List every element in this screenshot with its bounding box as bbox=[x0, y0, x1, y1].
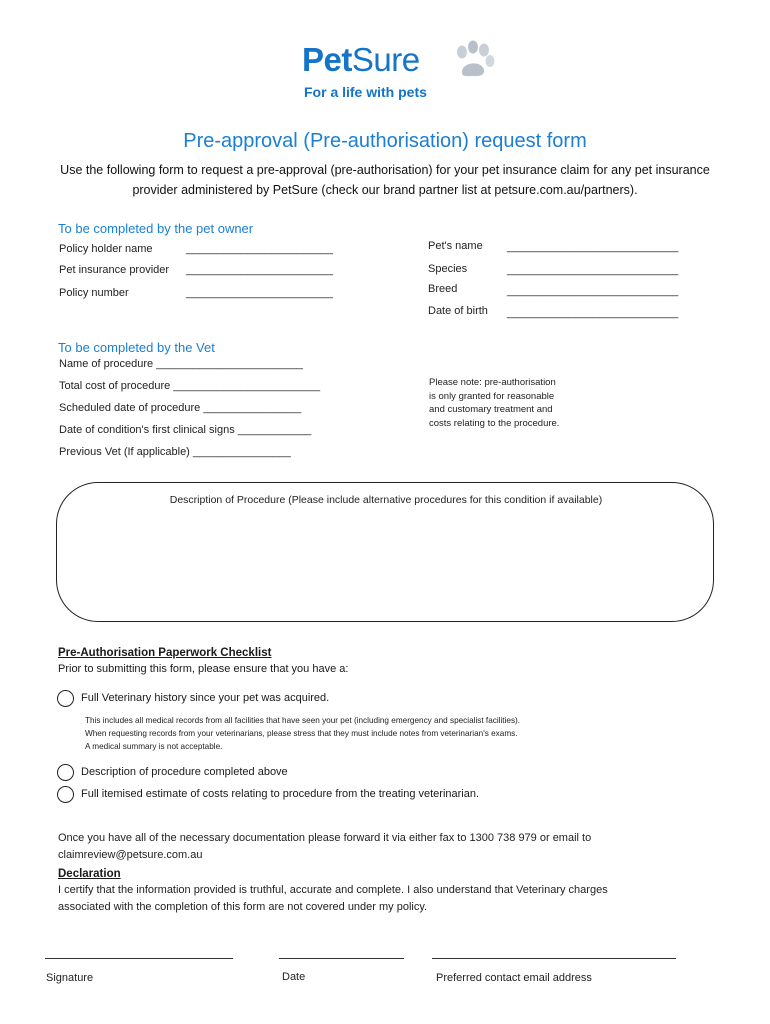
procedure-date-field[interactable]: Scheduled date of procedure ________________ bbox=[59, 402, 302, 414]
declaration-line: I certify that the information provided is truthful, accurate and complete. I also understand that Veterinary charges bbox=[58, 884, 608, 896]
note-line: Please note: pre-authorisation bbox=[429, 377, 556, 388]
history-note-line: This includes all medical records from all facilities that have seen your pet (including emergency and specialist facilities). bbox=[85, 716, 521, 725]
procedure-description-label: Description of Procedure (Please include alternative procedures for this condition if available) bbox=[169, 494, 603, 506]
estimate-checkbox[interactable] bbox=[57, 786, 74, 803]
logo-tagline: For a life with pets bbox=[304, 84, 427, 100]
breed-field[interactable]: ____________________________ bbox=[507, 285, 679, 297]
history-checkbox[interactable] bbox=[57, 690, 74, 707]
previous-vet-field[interactable]: Previous Vet (If applicable) ________________ bbox=[59, 446, 291, 458]
signature-label: Signature bbox=[46, 972, 94, 984]
breed-label: Breed bbox=[428, 283, 458, 295]
declaration-text bbox=[58, 882, 608, 915]
history-note-line: When requesting records from your veterinarians, please stress that they must include notes from veterinarian's exams. bbox=[85, 729, 518, 738]
email-line[interactable] bbox=[432, 958, 676, 959]
species-label: Species bbox=[428, 263, 468, 275]
declaration-heading: Declaration bbox=[58, 868, 121, 880]
petsure-logo bbox=[302, 40, 502, 104]
forward-email: claimreview@petsure.com.au bbox=[58, 848, 203, 861]
policy-holder-label: Policy holder name bbox=[59, 243, 153, 255]
pre-authorisation-note bbox=[429, 376, 559, 430]
dob-label: Date of birth bbox=[428, 305, 488, 317]
declaration-line: associated with the completion of this form are not covered under my policy. bbox=[58, 900, 428, 913]
checklist-subheading: Prior to submitting this form, please ensure that you have a: bbox=[58, 663, 349, 675]
history-checkbox-label: Full Veterinary history since your pet was acquired. bbox=[81, 692, 330, 704]
procedure-description-box[interactable] bbox=[56, 482, 714, 622]
dob-field[interactable]: ____________________________ bbox=[507, 307, 679, 319]
pet-name-label: Pet's name bbox=[428, 240, 483, 252]
policy-number-label: Policy number bbox=[59, 287, 129, 299]
forward-line: Once you have all of the necessary documentation please forward it via either fax to 1300 738 979 or email to bbox=[58, 832, 592, 844]
history-note-line: A medical summary is not acceptable. bbox=[85, 742, 223, 751]
description-checkbox[interactable] bbox=[57, 764, 74, 781]
forward-instructions bbox=[58, 830, 591, 863]
intro-text: Use the following form to request a pre-approval (pre-authorisation) for your pet insurance claim for any pet insurance provider administered by PetSure (check our brand partner list at petsure.com.au/partners). bbox=[60, 163, 710, 197]
policy-holder-field[interactable]: ________________________ bbox=[186, 243, 333, 255]
email-label: Preferred contact email address bbox=[436, 972, 592, 984]
procedure-cost-field[interactable]: Total cost of procedure ________________________ bbox=[59, 380, 321, 392]
date-label: Date bbox=[282, 971, 306, 983]
note-line: is only granted for reasonable bbox=[429, 390, 555, 402]
estimate-checkbox-label: Full itemised estimate of costs relating to procedure from the treating veterinarian. bbox=[81, 788, 480, 800]
page-title: Pre-approval (Pre-authorisation) request form bbox=[183, 130, 587, 152]
logo-brand-thin: Sure bbox=[351, 41, 420, 78]
note-line: and customary treatment and bbox=[429, 404, 553, 415]
pet-name-field[interactable]: ____________________________ bbox=[507, 241, 679, 253]
signature-line[interactable] bbox=[45, 958, 233, 959]
procedure-name-field[interactable]: Name of procedure ________________________ bbox=[59, 358, 304, 370]
insurance-provider-label: Pet insurance provider bbox=[59, 264, 170, 276]
owner-section-heading: To be completed by the pet owner bbox=[58, 221, 254, 236]
policy-number-field[interactable]: ________________________ bbox=[186, 287, 333, 299]
description-checkbox-label: Description of procedure completed above bbox=[81, 766, 288, 778]
logo-brand-bold: Pet bbox=[302, 41, 352, 78]
first-signs-date-field[interactable]: Date of condition's first clinical signs ____________ bbox=[59, 424, 312, 436]
species-field[interactable]: ____________________________ bbox=[507, 264, 679, 276]
date-line[interactable] bbox=[279, 958, 404, 959]
paw-print-icon bbox=[452, 40, 496, 80]
checklist-heading: Pre-Authorisation Paperwork Checklist bbox=[58, 647, 272, 659]
note-line: costs relating to the procedure. bbox=[429, 417, 560, 429]
insurance-provider-field[interactable]: ________________________ bbox=[186, 264, 333, 276]
vet-section-heading: To be completed by the Vet bbox=[58, 340, 215, 355]
logo-wordmark bbox=[302, 40, 420, 80]
history-notes bbox=[85, 714, 520, 753]
